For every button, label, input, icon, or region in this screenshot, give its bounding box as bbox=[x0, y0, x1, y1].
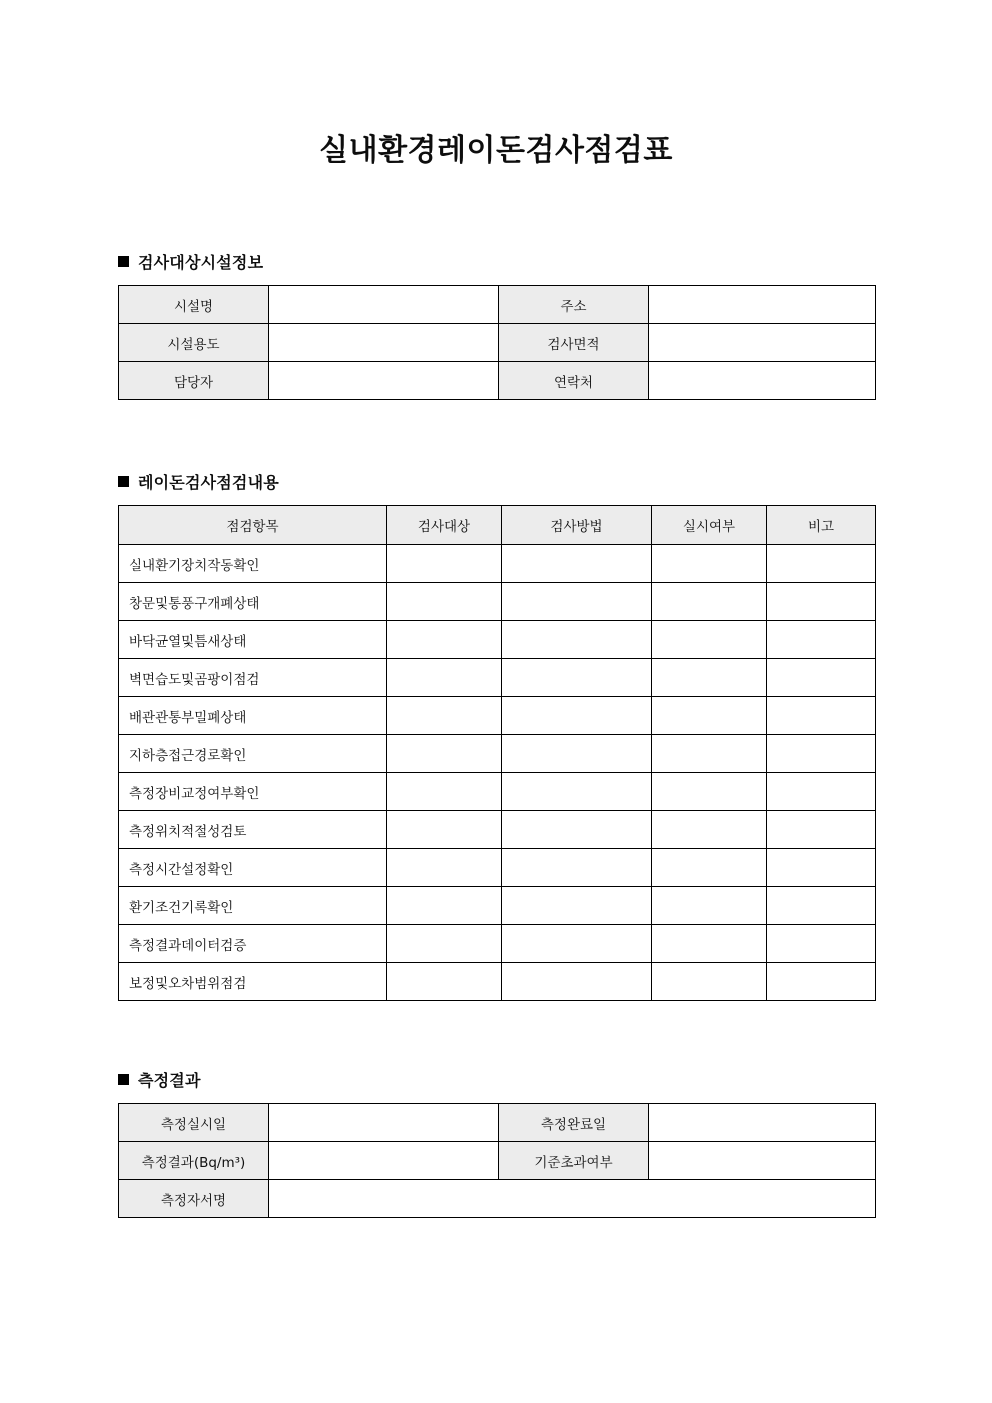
section-facility-info bbox=[118, 250, 875, 400]
checklist-cell-method[interactable] bbox=[502, 697, 652, 735]
checklist-cell-method[interactable] bbox=[502, 963, 652, 1001]
checklist-cell-target[interactable] bbox=[387, 963, 502, 1001]
checklist-item-label: 배관관통부밀폐상태 bbox=[119, 697, 387, 735]
table-row bbox=[119, 697, 876, 735]
table-header-row bbox=[119, 506, 876, 545]
checklist-cell-method[interactable] bbox=[502, 849, 652, 887]
checklist-item-label: 지하층접근경로확인 bbox=[119, 735, 387, 773]
facility-value-name[interactable] bbox=[269, 286, 499, 324]
checklist-cell-target[interactable] bbox=[387, 659, 502, 697]
section-heading-label: 레이돈검사점검내용 bbox=[138, 473, 279, 492]
checklist-cell-target[interactable] bbox=[387, 773, 502, 811]
facility-value-manager[interactable] bbox=[269, 362, 499, 400]
column-header-note: 비고 bbox=[767, 506, 876, 545]
page-title: 실내환경레이돈검사점검표 bbox=[319, 133, 673, 168]
checklist-cell-done[interactable] bbox=[652, 583, 767, 621]
table-row bbox=[119, 849, 876, 887]
checklist-cell-done[interactable] bbox=[652, 811, 767, 849]
table-row bbox=[119, 545, 876, 583]
checklist-cell-target[interactable] bbox=[387, 887, 502, 925]
result-label-end-date: 측정완료일 bbox=[499, 1104, 649, 1142]
column-header-target: 검사대상 bbox=[387, 506, 502, 545]
checklist-cell-note[interactable] bbox=[767, 925, 876, 963]
checklist-cell-note[interactable] bbox=[767, 659, 876, 697]
section-radon-checklist bbox=[118, 470, 875, 1001]
column-header-done: 실시여부 bbox=[652, 506, 767, 545]
checklist-cell-method[interactable] bbox=[502, 735, 652, 773]
result-value-start-date[interactable] bbox=[269, 1104, 499, 1142]
column-header-item: 점검항목 bbox=[119, 506, 387, 545]
table-row bbox=[119, 621, 876, 659]
checklist-cell-note[interactable] bbox=[767, 545, 876, 583]
section-heading-label: 검사대상시설정보 bbox=[138, 253, 264, 272]
filled-square-icon bbox=[118, 476, 129, 487]
checklist-item-label: 창문및통풍구개폐상태 bbox=[119, 583, 387, 621]
table-row bbox=[119, 1142, 876, 1180]
section-heading-facility-info bbox=[118, 250, 875, 273]
checklist-item-label: 측정위치적절성검토 bbox=[119, 811, 387, 849]
table-row bbox=[119, 583, 876, 621]
checklist-item-label: 측정결과데이터검증 bbox=[119, 925, 387, 963]
checklist-cell-done[interactable] bbox=[652, 925, 767, 963]
column-header-method: 검사방법 bbox=[502, 506, 652, 545]
checklist-cell-target[interactable] bbox=[387, 583, 502, 621]
checklist-cell-method[interactable] bbox=[502, 621, 652, 659]
checklist-cell-note[interactable] bbox=[767, 773, 876, 811]
table-row bbox=[119, 773, 876, 811]
checklist-cell-note[interactable] bbox=[767, 887, 876, 925]
checklist-cell-note[interactable] bbox=[767, 697, 876, 735]
result-value-bq[interactable] bbox=[269, 1142, 499, 1180]
checklist-cell-target[interactable] bbox=[387, 735, 502, 773]
facility-value-usage[interactable] bbox=[269, 324, 499, 362]
checklist-cell-target[interactable] bbox=[387, 545, 502, 583]
checklist-cell-method[interactable] bbox=[502, 887, 652, 925]
facility-label-manager: 담당자 bbox=[119, 362, 269, 400]
checklist-cell-note[interactable] bbox=[767, 621, 876, 659]
facility-info-table bbox=[118, 285, 876, 400]
facility-label-name: 시설명 bbox=[119, 286, 269, 324]
filled-square-icon bbox=[118, 1074, 129, 1085]
checklist-cell-done[interactable] bbox=[652, 545, 767, 583]
section-heading-radon-checklist bbox=[118, 470, 875, 493]
checklist-cell-note[interactable] bbox=[767, 849, 876, 887]
table-row bbox=[119, 659, 876, 697]
section-heading-measurement-results bbox=[118, 1068, 875, 1091]
checklist-item-label: 보정및오차범위점검 bbox=[119, 963, 387, 1001]
table-row bbox=[119, 735, 876, 773]
checklist-cell-method[interactable] bbox=[502, 811, 652, 849]
section-heading-label: 측정결과 bbox=[138, 1071, 201, 1090]
result-label-value-bq: 측정결과(Bq/m³) bbox=[119, 1142, 269, 1180]
checklist-cell-target[interactable] bbox=[387, 849, 502, 887]
table-row bbox=[119, 324, 876, 362]
table-row bbox=[119, 887, 876, 925]
checklist-cell-note[interactable] bbox=[767, 583, 876, 621]
result-label-start-date: 측정실시일 bbox=[119, 1104, 269, 1142]
facility-label-area: 검사면적 bbox=[499, 324, 649, 362]
result-value-signature[interactable] bbox=[269, 1180, 876, 1218]
checklist-item-label: 벽면습도및곰팡이점검 bbox=[119, 659, 387, 697]
facility-label-contact: 연락처 bbox=[499, 362, 649, 400]
table-row bbox=[119, 286, 876, 324]
table-row bbox=[119, 963, 876, 1001]
table-row bbox=[119, 1104, 876, 1142]
checklist-cell-method[interactable] bbox=[502, 773, 652, 811]
checklist-cell-done[interactable] bbox=[652, 887, 767, 925]
checklist-item-label: 측정장비교정여부확인 bbox=[119, 773, 387, 811]
radon-checklist-table bbox=[118, 505, 876, 1001]
table-row bbox=[119, 1180, 876, 1218]
checklist-item-label: 환기조건기록확인 bbox=[119, 887, 387, 925]
checklist-cell-target[interactable] bbox=[387, 925, 502, 963]
result-value-end-date[interactable] bbox=[649, 1104, 876, 1142]
facility-label-address: 주소 bbox=[499, 286, 649, 324]
checklist-cell-done[interactable] bbox=[652, 659, 767, 697]
checklist-cell-done[interactable] bbox=[652, 963, 767, 1001]
facility-label-usage: 시설용도 bbox=[119, 324, 269, 362]
result-label-exceeded: 기준초과여부 bbox=[499, 1142, 649, 1180]
measurement-results-table bbox=[118, 1103, 876, 1218]
checklist-cell-note[interactable] bbox=[767, 811, 876, 849]
checklist-cell-target[interactable] bbox=[387, 697, 502, 735]
checklist-cell-method[interactable] bbox=[502, 545, 652, 583]
section-measurement-results bbox=[118, 1068, 875, 1218]
facility-value-contact[interactable] bbox=[649, 362, 876, 400]
checklist-cell-target[interactable] bbox=[387, 811, 502, 849]
checklist-cell-target[interactable] bbox=[387, 621, 502, 659]
filled-square-icon bbox=[118, 256, 129, 267]
checklist-cell-done[interactable] bbox=[652, 773, 767, 811]
checklist-cell-method[interactable] bbox=[502, 925, 652, 963]
table-row bbox=[119, 362, 876, 400]
facility-value-area[interactable] bbox=[649, 324, 876, 362]
checklist-cell-method[interactable] bbox=[502, 659, 652, 697]
checklist-cell-note[interactable] bbox=[767, 963, 876, 1001]
checklist-cell-done[interactable] bbox=[652, 697, 767, 735]
checklist-item-label: 측정시간설정확인 bbox=[119, 849, 387, 887]
facility-value-address[interactable] bbox=[649, 286, 876, 324]
result-value-exceeded[interactable] bbox=[649, 1142, 876, 1180]
checklist-cell-note[interactable] bbox=[767, 735, 876, 773]
checklist-cell-done[interactable] bbox=[652, 849, 767, 887]
table-row bbox=[119, 925, 876, 963]
table-row bbox=[119, 811, 876, 849]
checklist-item-label: 바닥균열및틈새상태 bbox=[119, 621, 387, 659]
result-label-signature: 측정자서명 bbox=[119, 1180, 269, 1218]
checklist-cell-done[interactable] bbox=[652, 735, 767, 773]
checklist-cell-done[interactable] bbox=[652, 621, 767, 659]
checklist-cell-method[interactable] bbox=[502, 583, 652, 621]
checklist-item-label: 실내환기장치작동확인 bbox=[119, 545, 387, 583]
